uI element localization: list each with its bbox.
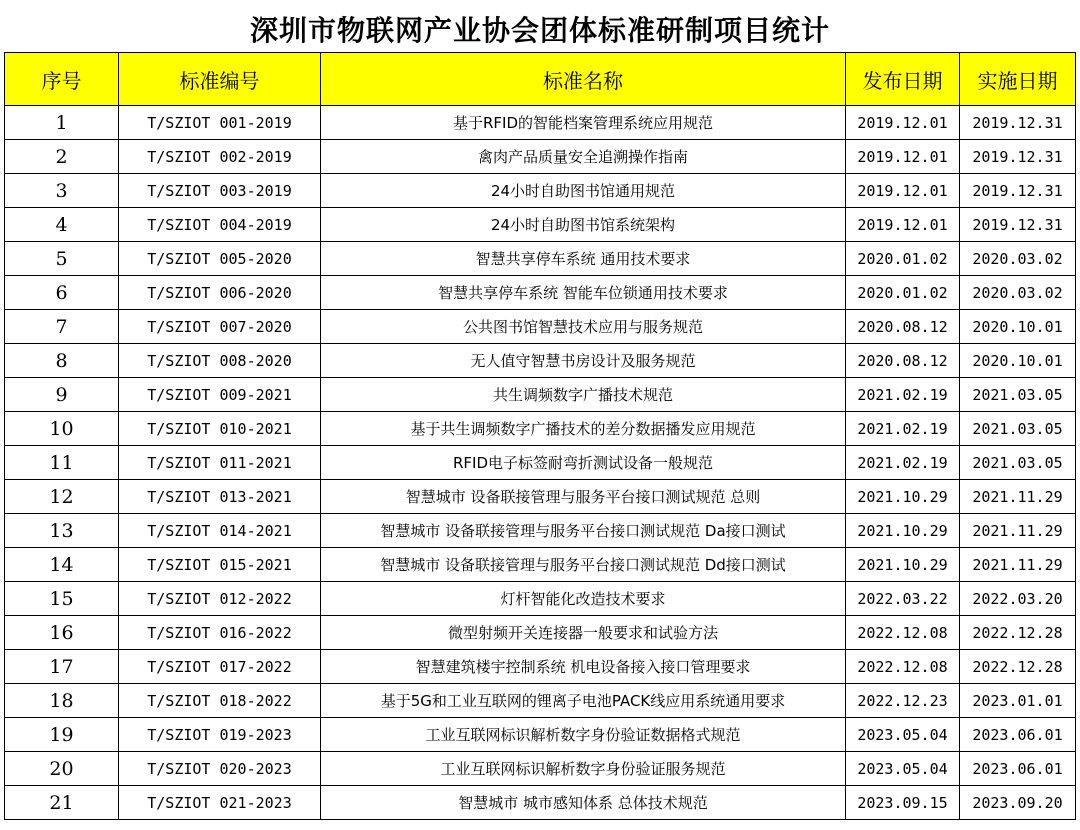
row-name-cell: 24小时自助图书馆系统架构	[321, 208, 846, 242]
row-code-cell: T/SZIOT 007-2020	[119, 310, 321, 344]
row-name-cell: 工业互联网标识解析数字身份验证服务规范	[321, 752, 846, 786]
row-implement-date-cell: 2020.03.02	[960, 276, 1076, 310]
row-code-cell: T/SZIOT 020-2023	[119, 752, 321, 786]
table-row	[5, 684, 1076, 718]
row-implement-date-cell: 2021.03.05	[960, 446, 1076, 480]
row-publish-date-cell: 2021.10.29	[846, 514, 960, 548]
row-implement-date-cell: 2020.10.01	[960, 310, 1076, 344]
table-row	[5, 106, 1076, 140]
row-publish-date-cell: 2020.01.02	[846, 276, 960, 310]
row-name-cell: 智慧建筑楼宇控制系统 机电设备接入接口管理要求	[321, 650, 846, 684]
header-seq: 序号	[5, 53, 119, 106]
row-implement-date-cell: 2023.09.20	[960, 786, 1076, 820]
row-seq-cell: 13	[5, 514, 119, 548]
row-publish-date-cell: 2019.12.01	[846, 106, 960, 140]
row-code-cell: T/SZIOT 003-2019	[119, 174, 321, 208]
row-implement-date-cell: 2022.12.28	[960, 616, 1076, 650]
table-row	[5, 582, 1076, 616]
row-publish-date-cell: 2022.03.22	[846, 582, 960, 616]
row-implement-date-cell: 2021.03.05	[960, 378, 1076, 412]
row-code-cell: T/SZIOT 009-2021	[119, 378, 321, 412]
row-seq-cell: 21	[5, 786, 119, 820]
row-name-cell: 基于共生调频数字广播技术的差分数据播发应用规范	[321, 412, 846, 446]
row-implement-date-cell: 2020.10.01	[960, 344, 1076, 378]
row-seq-cell: 8	[5, 344, 119, 378]
row-code-cell: T/SZIOT 015-2021	[119, 548, 321, 582]
row-implement-date-cell: 2023.06.01	[960, 752, 1076, 786]
row-code-cell: T/SZIOT 002-2019	[119, 140, 321, 174]
row-publish-date-cell: 2023.05.04	[846, 752, 960, 786]
row-seq-cell: 1	[5, 106, 119, 140]
row-name-cell: 工业互联网标识解析数字身份验证数据格式规范	[321, 718, 846, 752]
row-publish-date-cell: 2022.12.08	[846, 650, 960, 684]
row-code-cell: T/SZIOT 006-2020	[119, 276, 321, 310]
row-publish-date-cell: 2019.12.01	[846, 208, 960, 242]
row-seq-cell: 16	[5, 616, 119, 650]
row-code-cell: T/SZIOT 018-2022	[119, 684, 321, 718]
row-name-cell: 智慧城市 设备联接管理与服务平台接口测试规范 Dd接口测试	[321, 548, 846, 582]
row-name-cell: 智慧城市 设备联接管理与服务平台接口测试规范 总则	[321, 480, 846, 514]
row-code-cell: T/SZIOT 001-2019	[119, 106, 321, 140]
row-name-cell: 公共图书馆智慧技术应用与服务规范	[321, 310, 846, 344]
row-seq-cell: 6	[5, 276, 119, 310]
row-name-cell: 智慧城市 设备联接管理与服务平台接口测试规范 Da接口测试	[321, 514, 846, 548]
row-implement-date-cell: 2019.12.31	[960, 106, 1076, 140]
row-publish-date-cell: 2021.02.19	[846, 412, 960, 446]
row-implement-date-cell: 2020.03.02	[960, 242, 1076, 276]
table-row	[5, 446, 1076, 480]
table-body	[5, 106, 1076, 820]
table-row	[5, 480, 1076, 514]
row-seq-cell: 18	[5, 684, 119, 718]
row-code-cell: T/SZIOT 021-2023	[119, 786, 321, 820]
row-code-cell: T/SZIOT 017-2022	[119, 650, 321, 684]
row-implement-date-cell: 2023.06.01	[960, 718, 1076, 752]
table-row	[5, 310, 1076, 344]
header-implement-date: 实施日期	[960, 53, 1076, 106]
row-code-cell: T/SZIOT 013-2021	[119, 480, 321, 514]
row-publish-date-cell: 2021.10.29	[846, 548, 960, 582]
table-row	[5, 378, 1076, 412]
row-name-cell: 共生调频数字广播技术规范	[321, 378, 846, 412]
row-implement-date-cell: 2021.11.29	[960, 480, 1076, 514]
row-publish-date-cell: 2020.08.12	[846, 310, 960, 344]
row-seq-cell: 11	[5, 446, 119, 480]
row-seq-cell: 15	[5, 582, 119, 616]
row-code-cell: T/SZIOT 011-2021	[119, 446, 321, 480]
row-seq-cell: 17	[5, 650, 119, 684]
row-name-cell: 基于RFID的智能档案管理系统应用规范	[321, 106, 846, 140]
row-seq-cell: 14	[5, 548, 119, 582]
row-code-cell: T/SZIOT 005-2020	[119, 242, 321, 276]
row-name-cell: 智慧共享停车系统 通用技术要求	[321, 242, 846, 276]
table-row	[5, 786, 1076, 820]
row-seq-cell: 9	[5, 378, 119, 412]
row-name-cell: 禽肉产品质量安全追溯操作指南	[321, 140, 846, 174]
row-name-cell: 微型射频开关连接器一般要求和试验方法	[321, 616, 846, 650]
row-publish-date-cell: 2023.05.04	[846, 718, 960, 752]
row-publish-date-cell: 2019.12.01	[846, 174, 960, 208]
header-name: 标准名称	[321, 53, 846, 106]
table-row	[5, 140, 1076, 174]
row-name-cell: 24小时自助图书馆通用规范	[321, 174, 846, 208]
row-code-cell: T/SZIOT 019-2023	[119, 718, 321, 752]
table-row	[5, 616, 1076, 650]
row-implement-date-cell: 2019.12.31	[960, 208, 1076, 242]
row-publish-date-cell: 2023.09.15	[846, 786, 960, 820]
row-name-cell: RFID电子标签耐弯折测试设备一般规范	[321, 446, 846, 480]
row-implement-date-cell: 2019.12.31	[960, 174, 1076, 208]
row-seq-cell: 10	[5, 412, 119, 446]
table-row	[5, 412, 1076, 446]
row-seq-cell: 19	[5, 718, 119, 752]
table-row	[5, 514, 1076, 548]
table-header-row	[5, 53, 1076, 106]
row-code-cell: T/SZIOT 010-2021	[119, 412, 321, 446]
row-code-cell: T/SZIOT 014-2021	[119, 514, 321, 548]
row-seq-cell: 20	[5, 752, 119, 786]
row-seq-cell: 2	[5, 140, 119, 174]
row-name-cell: 智慧共享停车系统 智能车位锁通用技术要求	[321, 276, 846, 310]
row-name-cell: 无人值守智慧书房设计及服务规范	[321, 344, 846, 378]
table-row	[5, 718, 1076, 752]
table-row	[5, 242, 1076, 276]
row-publish-date-cell: 2019.12.01	[846, 140, 960, 174]
row-implement-date-cell: 2022.12.28	[960, 650, 1076, 684]
row-seq-cell: 4	[5, 208, 119, 242]
row-publish-date-cell: 2020.08.12	[846, 344, 960, 378]
row-code-cell: T/SZIOT 016-2022	[119, 616, 321, 650]
row-publish-date-cell: 2021.02.19	[846, 446, 960, 480]
table-row	[5, 276, 1076, 310]
row-publish-date-cell: 2022.12.08	[846, 616, 960, 650]
row-publish-date-cell: 2021.02.19	[846, 378, 960, 412]
row-code-cell: T/SZIOT 008-2020	[119, 344, 321, 378]
standards-table	[4, 52, 1076, 820]
page-title: 深圳市物联网产业协会团体标准研制项目统计	[249, 14, 830, 47]
row-name-cell: 基于5G和工业互联网的锂离子电池PACK线应用系统通用要求	[321, 684, 846, 718]
row-name-cell: 灯杆智能化改造技术要求	[321, 582, 846, 616]
row-seq-cell: 12	[5, 480, 119, 514]
row-implement-date-cell: 2021.11.29	[960, 548, 1076, 582]
row-publish-date-cell: 2020.01.02	[846, 242, 960, 276]
row-code-cell: T/SZIOT 004-2019	[119, 208, 321, 242]
row-implement-date-cell: 2022.03.20	[960, 582, 1076, 616]
table-row	[5, 174, 1076, 208]
row-publish-date-cell: 2022.12.23	[846, 684, 960, 718]
row-seq-cell: 3	[5, 174, 119, 208]
table-row	[5, 208, 1076, 242]
row-implement-date-cell: 2023.01.01	[960, 684, 1076, 718]
header-publish-date: 发布日期	[846, 53, 960, 106]
table-row	[5, 752, 1076, 786]
row-publish-date-cell: 2021.10.29	[846, 480, 960, 514]
header-code: 标准编号	[119, 53, 321, 106]
row-name-cell: 智慧城市 城市感知体系 总体技术规范	[321, 786, 846, 820]
row-seq-cell: 7	[5, 310, 119, 344]
table-row	[5, 344, 1076, 378]
row-implement-date-cell: 2021.03.05	[960, 412, 1076, 446]
table-row	[5, 650, 1076, 684]
row-code-cell: T/SZIOT 012-2022	[119, 582, 321, 616]
row-implement-date-cell: 2021.11.29	[960, 514, 1076, 548]
row-implement-date-cell: 2019.12.31	[960, 140, 1076, 174]
table-row	[5, 548, 1076, 582]
row-seq-cell: 5	[5, 242, 119, 276]
